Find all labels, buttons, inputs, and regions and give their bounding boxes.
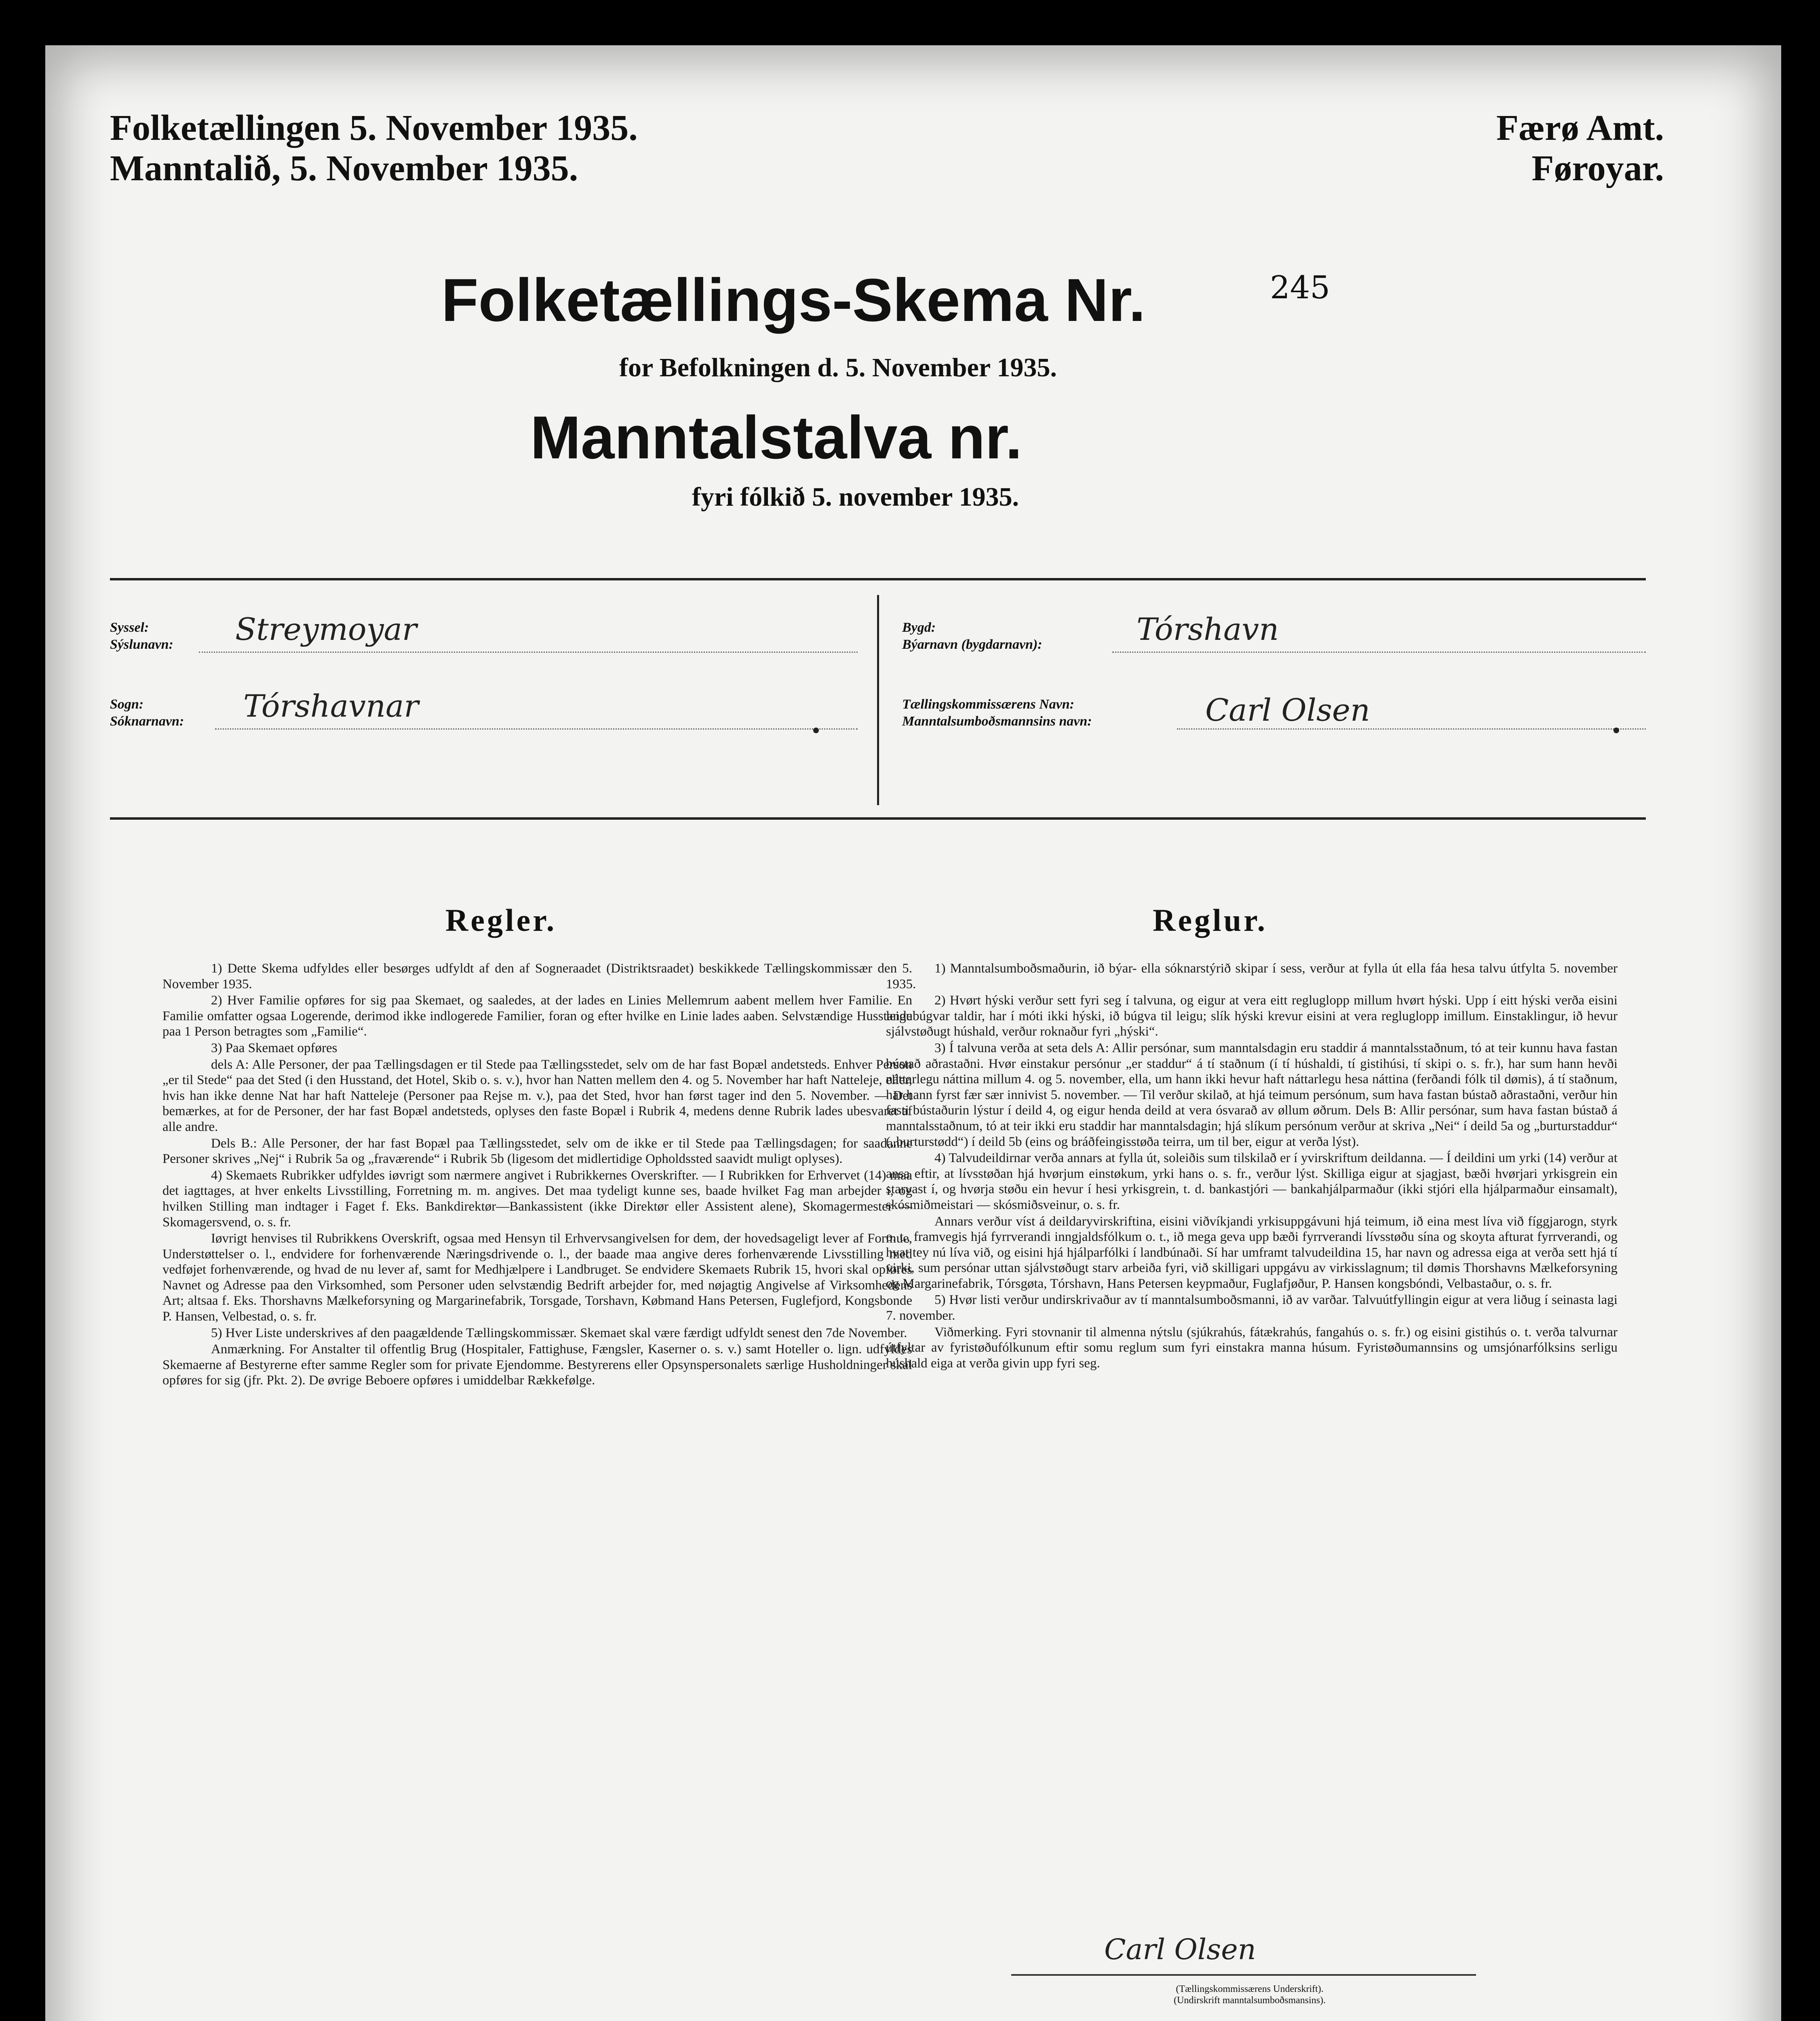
- sogn-value[interactable]: Tórshavnar: [243, 688, 419, 724]
- header-right-line1: Færø Amt.: [1496, 108, 1664, 148]
- ink-dot: [1613, 728, 1619, 733]
- form-subtitle-danish: for Befolkningen d. 5. November 1935.: [619, 353, 1057, 382]
- regler-rule-3b: Dels B.: Alle Personer, der har fast Bopæl paa Tællingsstedet, selv om de ikke er til Stede paa Tællingsdagen; for saadanne Personer skrives „Nej“ i Rubrik 5a og „fraværende“ i Rubrik 5b (ligesom det midlertidige Opholdssted saavidt muligt oplyses).: [162, 1136, 912, 1167]
- regler-rule-5: 5) Hver Liste underskrives af den paagældende Tællingskommissær. Skemaet skal være færdigt udfyldt senest den 7de November.: [211, 1325, 907, 1340]
- regler-rule-4b: Iøvrigt henvises til Rubrikkens Overskrift, ogsaa med Hensyn til Erhvervsangivelsen for dem, der hovedsageligt lever af Formue, Understøttelser o. l., endvidere for forhenværende Næringsdrivende o. l., der baade maa angive deres forhenværende Livsstilling med vedføjet forhenværende, og hvad de nu lever af, samt for Medhjælpere i Landbruget. Se endvidere Skemaets Rubrik 15, hvori skal opføres Navnet og Adresse paa den Virksomhed, som Personer uden selvstændig Bedrift arbejder for, med nøjagtig Angivelse af Virksomhedens Art; altsaa f. Eks. Thorshavns Mælkeforsyning og Margarinefabrik, Torsgade, Torshavn, Købmand Hans Petersen, Fuglefjord, Kongsbonde P. Hansen, Velbestad, o. s. fr.: [162, 1231, 912, 1324]
- sogn-line: [215, 728, 858, 730]
- regler-title: Regler.: [445, 903, 557, 938]
- syssel-value[interactable]: Streymoyar: [235, 611, 417, 647]
- form-subtitle-faroese: fyri fólkið 5. november 1935.: [692, 482, 1019, 512]
- reglur-text: [886, 961, 1618, 1372]
- form-bottom-rule: [110, 817, 1646, 820]
- regler-note: Anmærkning. For Anstalter til offentlig Brug (Hospitaler, Fattighuse, Fængsler, Kaserner o. s. v.) samt Hoteller o. lign. udfyldes Skemaerne af Bestyrerne efter samme Regler som for private Ejendomme. Bestyrerens eller Opsynspersonalets særlige Husholdninger skal opføres for sig (jfr. Pkt. 2). De øvrige Beboere opføres i umiddelbar Rækkefølge.: [162, 1342, 912, 1388]
- form-title-faroese: Manntalstalva nr.: [530, 403, 1023, 471]
- reglur-rule-5: 5) Hvør listi verður undirskrivaður av tí manntalsumboðsmanni, ið av varðar. Talvuútfyllingin eigur at vera liðug í seinasta lagi 7. november.: [886, 1293, 1618, 1323]
- regler-text: [162, 961, 912, 1389]
- reglur-title: Reglur.: [1153, 903, 1267, 938]
- syssel-label: Syssel: Sýslunavn:: [110, 620, 173, 652]
- signature-caption: (Tællingskommissærens Underskrift). (Undirskrift manntalsumboðsmansins).: [1174, 1984, 1326, 2006]
- reglur-rule-2: 2) Hvørt hýski verður sett fyri seg í talvuna, og eigur at vera eitt regluglopp millum hvørt hýski. Upp í eitt hýski verða eisini leigubúgvar taldir, har í móti ikki hýski, ið búgva til leigu; slík hýski krevur eisini at vera regluglopp imillum. Einstaklingur, ið hevur sjálvstøðugt húshald, verður roknaður fyri „hýski“.: [886, 993, 1618, 1039]
- ink-dot: [813, 728, 819, 733]
- commissioner-value[interactable]: Carl Olsen: [1205, 692, 1370, 728]
- reglur-rule-4: 4) Talvudeildirnar verða annars at fylla út, soleiðis sum tilskilað er í yvirskriftum deildanna. — Í deildini um yrki (14) verður at ansa eftir, at lívsstøðan hjá hvørjum einstøkum, yrki hans o. s. fr., verður lýst. Skilliga eigur at sjagjast, bæði hvørjari yrkisgrein ein starvast í, og hvørja støðu ein hevur í hesi yrkisgrein, t. d. bankastjóri — bankahjálparmaður (ikki stjóri ella hjálparmaður einsamalt), skósmiðmeistari — skósmiðsveinur, o. s. fr.: [886, 1151, 1618, 1212]
- reglur-rule-1: 1) Manntalsumboðsmaðurin, ið býar- ella sóknarstýrið skipar í sess, verður at fylla út ella fáa hesa talvu útfylta 5. november 1935.: [886, 961, 1618, 992]
- regler-rule-1: 1) Dette Skema udfyldes eller besørges udfyldt af den af Sogneraadet (Distriktsraadet) beskikkede Tællingskommissær den 5. November 1935.: [162, 961, 912, 992]
- reglur-rule-3: 3) Í talvuna verða at seta dels A: Allir persónar, sum manntalsdagin eru staddir á manntalsstaðnum, tó at teir kunnu hava fastan bústað aðrastaðni. Hvør einstakur persónur „er staddur“ á tí staðnum (í tí húshaldi, tí gistihúsi, tí skipi o. s. fr.), har sum hann hevði náttarlegu náttina millum 4. og 5. november, ella, um hann ikki hevur haft náttarlegu hesa náttina (ferðandi fólk til dømis), á tí staðnum, har hann fyrst fær sær innivist 5. november. — Til verður skilað, at hjá teimum persónum, sum hava fastan bústað aðrastaðni, verður hin fasti bústaðurin lýstur í deild 4, og eigur henda deild at vera ósvarað av øllum øðrum. Dels B: Allir persónar, sum hava fastan bústað á manntalsstaðnum, tó at teir ikki eru staddir har manntalsdagin; hjá slíkum persónum verður at skriva „Nei“ í deild 5a og „burturstaddur“ („burturstødd“) í deild 5b (eins og bráðfeingisstøða teirra, um til ber, eigur at verða lýst).: [886, 1040, 1618, 1149]
- bygd-value[interactable]: Tórshavn: [1137, 611, 1279, 647]
- form-top-rule: [110, 578, 1646, 580]
- form-title-danish: Folketællings-Skema Nr.: [441, 266, 1146, 334]
- regler-rule-2: 2) Hver Familie opføres for sig paa Skemaet, og saaledes, at der lades en Linies Mellemrum aabent mellem hver Familie. En Familie omfatter ogsaa Logerende, derimod ikke indlogerede Familier, foran og efter hvilke en Linie lades aaben. Selvstændige Husstande paa 1 Person betragtes som „Familie“.: [162, 993, 912, 1039]
- commissioner-label: Tællingskommissærens Navn: Manntalsumboðsmannsins navn:: [902, 697, 1092, 729]
- bygd-label: Bygd: Býarnavn (bygdarnavn):: [902, 620, 1042, 652]
- bygd-line: [1112, 652, 1646, 653]
- regler-rule-4: 4) Skemaets Rubrikker udfyldes iøvrigt som nærmere angivet i Rubrikkernes Overskrifter. — I Rubrikken for Erhvervet (14) maa det iagttages, at hver enkelts Livsstilling, Forretning m. m. angives. Det maa tydeligt kunne ses, baade hvilket Fag man arbejder i, og hvilken Stilling man indtager i Faget f. Eks. Bankdirektør—Bankassistent (ikke Direktør eller Assistent alene), Skomagermester — Skomagersvend, o. s. fr.: [162, 1168, 912, 1230]
- signature-line: [1011, 1974, 1476, 1976]
- sogn-label: Sogn: Sóknarnavn:: [110, 697, 184, 729]
- syssel-line: [199, 652, 858, 653]
- form-number: 245: [1270, 270, 1330, 306]
- regler-rule-3a: dels A: Alle Personer, der paa Tællingsdagen er til Stede paa Tællingsstedet, selv om de har fast Bopæl andetsteds. Enhver Person „er til Stede“ paa det Sted (i den Husstand, det Hotel, Skib o. s. v.), hvor han Natten mellem den 4. og 5. November har haft Natteleje, eller, hvis han ikke denne Nat har haft Natteleje (Personer paa Rejse m. v.), paa det Sted, hvor han først tager ind den 5. November. — Det bemærkes, at for de Personer, der har fast Bopæl andetsteds, oplyses den faste Bopæl i Rubrik 4, medens denne Rubrik lades ubesvaret af alle andre.: [162, 1057, 912, 1134]
- regler-rule-3: 3) Paa Skemaet opføres: [211, 1040, 337, 1055]
- reglur-rule-4b: Annars verður víst á deildaryvirskriftina, eisini viðvíkjandi yrkisuppgávuni hjá teimum, ið eina mest líva við fíggjarogn, styrk o. t., framvegis hjá fyrrverandi inngjaldsfólkum o. t., ið mega geva upp bæði fyrrverandi lívsstøðu sína og skoyta afturat fyrrverandi, og hvat tey nú líva við, og eisini hjá hjálparfólki í landbúnaði. Sí har umframt talvudeildina 15, har navn og adressa eiga at verða sett hjá tí virki, sum persónar uttan sjálvstøðugt starv arbeiða fyri, við skilligari uppgávu av virkisslagnum; til dømis Thorshavns Mælkeforsyning og Margarinefabrik, Tórsgøta, Tórshavn, Hans Petersen keypmaður, Fuglafjøður, P. Hansen kongsbóndi, Velbastaður, o. s. fr.: [886, 1214, 1618, 1291]
- header-left-line1: Folketællingen 5. November 1935.: [110, 108, 638, 148]
- census-form-page: [45, 45, 1781, 2021]
- reglur-note: Viðmerking. Fyri stovnanir til almenna nýtslu (sjúkrahús, fátækrahús, fangahús o. s. fr.) og eisini gistihús o. t. verða talvurnar útfyltar av fyristøðufólkunum eftir somu reglum sum fyri einstakra manna húsum. Fyristøðumannsins og umsjónarfólksins serligu húshald eiga at verða givin upp fyri seg.: [886, 1325, 1618, 1371]
- commissioner-line: [1177, 728, 1646, 730]
- signature-value[interactable]: Carl Olsen: [1104, 1933, 1256, 1966]
- header-right-line2: Føroyar.: [1531, 148, 1664, 188]
- form-divider: [877, 595, 879, 805]
- header-left-line2: Manntalið, 5. November 1935.: [110, 148, 578, 188]
